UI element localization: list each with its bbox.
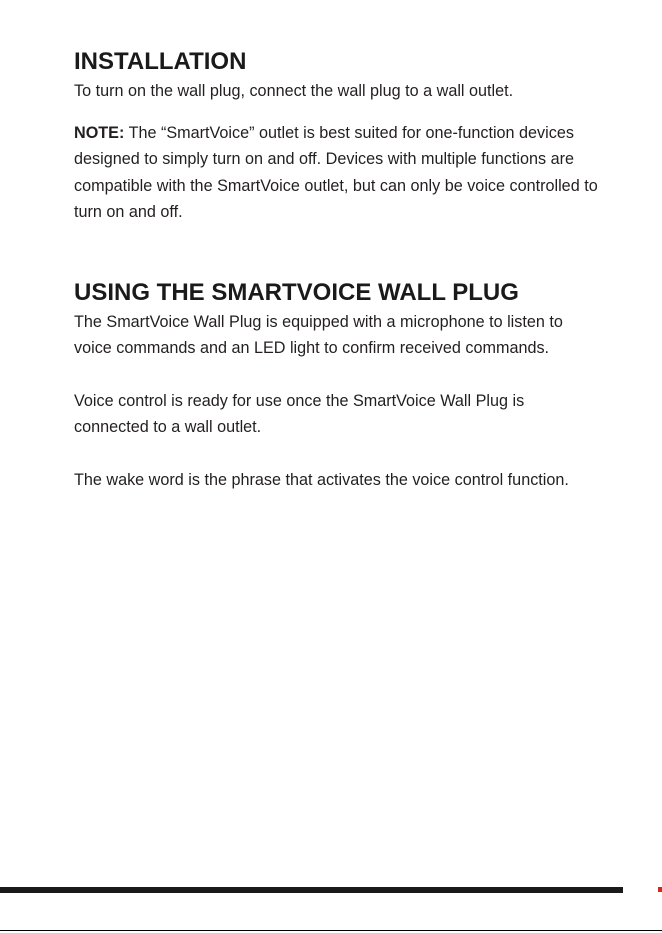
note-text: The “SmartVoice” outlet is best suited for one-function devices designed to simply turn on and off. Devices with multiple functions are compatible with the SmartVoice outlet, but can only be voice controlled to turn on and off. bbox=[74, 123, 598, 221]
spacer bbox=[74, 105, 598, 120]
using-paragraph-1: The SmartVoice Wall Plug is equipped with a microphone to listen to voice commands and an LED light to confirm received commands. bbox=[74, 312, 563, 357]
installation-section bbox=[74, 46, 598, 226]
spacer bbox=[74, 441, 598, 467]
spacer bbox=[74, 362, 598, 388]
installation-intro: To turn on the wall plug, connect the wall plug to a wall outlet. bbox=[74, 82, 514, 100]
section-spacer bbox=[74, 226, 598, 277]
note-label: NOTE: bbox=[74, 123, 125, 142]
footer-rule bbox=[0, 887, 623, 893]
page-bottom-edge bbox=[0, 930, 662, 931]
using-paragraph-3: The wake word is the phrase that activates the voice control function. bbox=[74, 470, 569, 489]
installation-note bbox=[74, 120, 598, 226]
using-section bbox=[74, 277, 598, 494]
manual-page-content bbox=[74, 46, 598, 493]
using-paragraph-2: Voice control is ready for use once the SmartVoice Wall Plug is connected to a wall outlet. bbox=[74, 391, 525, 436]
installation-heading: INSTALLATION bbox=[74, 48, 247, 75]
using-heading: USING THE SMARTVOICE WALL PLUG bbox=[74, 278, 519, 306]
footer-accent-tick bbox=[658, 887, 662, 892]
